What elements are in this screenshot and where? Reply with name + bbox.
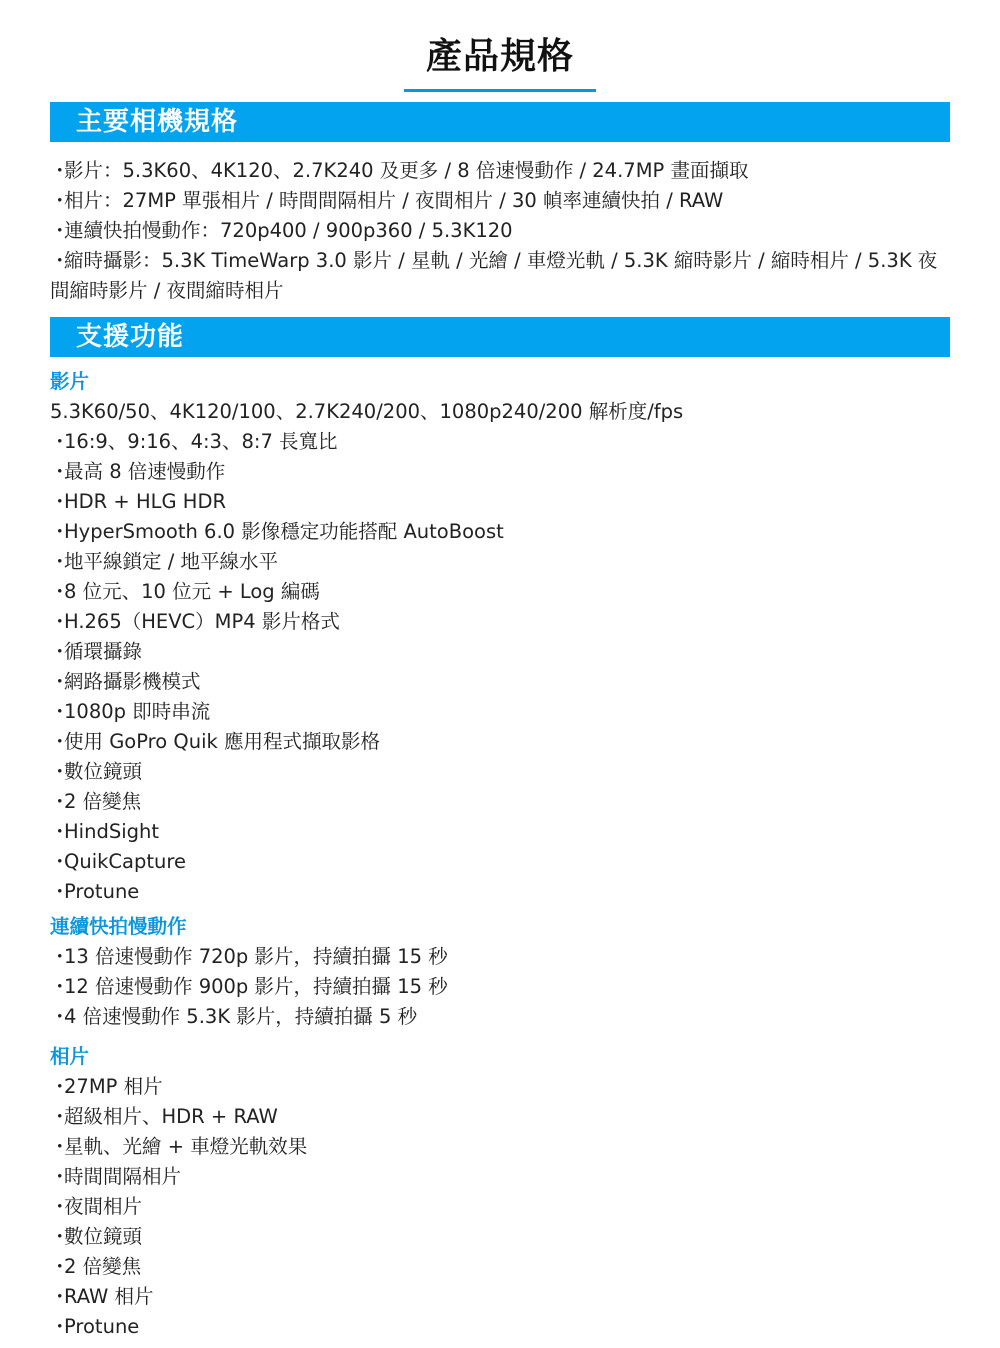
bullet: ・ bbox=[50, 580, 70, 603]
video-features bbox=[50, 367, 950, 907]
bullet: ・ bbox=[50, 550, 70, 573]
photo-item-text: 夜間相片 bbox=[64, 1195, 143, 1218]
video-item bbox=[50, 427, 950, 457]
burst-slomo-item bbox=[50, 942, 950, 972]
photo-item bbox=[50, 1222, 950, 1252]
photo-item bbox=[50, 1132, 950, 1162]
video-item bbox=[50, 757, 950, 787]
burst-slomo-text: 13 倍速慢動作 720p 影片，持續拍攝 15 秒 bbox=[64, 945, 448, 968]
video-item bbox=[50, 637, 950, 667]
video-item bbox=[50, 457, 950, 487]
burst-slomo-features bbox=[50, 912, 950, 1032]
video-item bbox=[50, 517, 950, 547]
video-item-text: 網路攝影機模式 bbox=[64, 670, 201, 693]
video-subheading: 影片 bbox=[50, 370, 90, 393]
video-item bbox=[50, 577, 950, 607]
photo-item-text: 星軌、光繪 + 車燈光軌效果 bbox=[64, 1135, 308, 1158]
bullet: ・ bbox=[50, 1135, 70, 1158]
bullet: ・ bbox=[50, 1105, 70, 1128]
video-item bbox=[50, 667, 950, 697]
bullet: ・ bbox=[50, 730, 70, 753]
video-item bbox=[50, 607, 950, 637]
photo-subheading: 相片 bbox=[50, 1045, 90, 1068]
bullet: ・ bbox=[50, 1225, 70, 1248]
video-item-text: QuikCapture bbox=[64, 850, 186, 873]
video-item bbox=[50, 787, 950, 817]
photo-item bbox=[50, 1102, 950, 1132]
bullet: ・ bbox=[50, 760, 70, 783]
video-item-text: 循環攝錄 bbox=[64, 640, 143, 663]
bullet: ・ bbox=[50, 975, 70, 998]
burst-slomo-item bbox=[50, 1002, 950, 1032]
bullet: ・ bbox=[50, 1285, 70, 1308]
main-spec-text: 相片：27MP 單張相片 / 時間間隔相片 / 夜間相片 / 30 幀率連續快拍 / RAW bbox=[64, 189, 724, 212]
main-spec-item bbox=[50, 186, 950, 216]
bullet: ・ bbox=[50, 189, 70, 212]
bullet: ・ bbox=[50, 159, 70, 182]
bullet: ・ bbox=[50, 1005, 70, 1028]
video-item-text: HDR + HLG HDR bbox=[64, 490, 227, 513]
bullet: ・ bbox=[50, 790, 70, 813]
burst-slomo-text: 12 倍速慢動作 900p 影片，持續拍攝 15 秒 bbox=[64, 975, 448, 998]
bullet: ・ bbox=[50, 249, 70, 272]
video-item bbox=[50, 847, 950, 877]
main-spec-text: 縮時攝影：5.3K TimeWarp 3.0 影片 / 星軌 / 光繪 / 車燈光軌 / 5.3K 縮時影片 / 縮時相片 / 5.3K 夜間縮時影片 / 夜間縮時相片 bbox=[50, 249, 938, 302]
photo-item-text: 超級相片、HDR + RAW bbox=[64, 1105, 278, 1128]
photo-item bbox=[50, 1162, 950, 1192]
video-item-text: 使用 GoPro Quik 應用程式擷取影格 bbox=[64, 730, 380, 753]
photo-item bbox=[50, 1282, 950, 1312]
main-spec-item bbox=[50, 156, 950, 186]
video-item-text: 地平線鎖定 / 地平線水平 bbox=[64, 550, 278, 573]
video-item bbox=[50, 727, 950, 757]
bullet: ・ bbox=[50, 1195, 70, 1218]
video-item bbox=[50, 697, 950, 727]
video-item bbox=[50, 817, 950, 847]
bullet: ・ bbox=[50, 520, 70, 543]
video-item-text: 1080p 即時串流 bbox=[64, 700, 211, 723]
page-title: 產品規格 bbox=[404, 28, 596, 92]
video-item-text: H.265（HEVC）MP4 影片格式 bbox=[64, 610, 340, 633]
burst-slomo-text: 4 倍速慢動作 5.3K 影片，持續拍攝 5 秒 bbox=[64, 1005, 418, 1028]
main-spec-text: 連續快拍慢動作：720p400 / 900p360 / 5.3K120 bbox=[64, 219, 513, 242]
burst-slomo-item bbox=[50, 972, 950, 1002]
main-spec-text: 影片：5.3K60、4K120、2.7K240 及更多 / 8 倍速慢動作 / 24.7MP 畫面擷取 bbox=[64, 159, 749, 182]
bullet: ・ bbox=[50, 490, 70, 513]
video-intro: 5.3K60/50、4K120/100、2.7K240/200、1080p240/200 解析度/fps bbox=[50, 400, 684, 423]
photo-item-text: 2 倍變焦 bbox=[64, 1255, 142, 1278]
bullet: ・ bbox=[50, 430, 70, 453]
bullet: ・ bbox=[50, 945, 70, 968]
video-item-text: 16:9、9:16、4:3、8:7 長寬比 bbox=[64, 430, 338, 453]
bullet: ・ bbox=[50, 1165, 70, 1188]
photo-item bbox=[50, 1312, 950, 1342]
main-spec-item bbox=[50, 246, 950, 306]
video-item-text: HindSight bbox=[64, 820, 159, 843]
photo-item-text: RAW 相片 bbox=[64, 1285, 154, 1308]
bullet: ・ bbox=[50, 640, 70, 663]
video-item-text: 2 倍變焦 bbox=[64, 790, 142, 813]
main-specs-list bbox=[50, 156, 950, 306]
photo-features bbox=[50, 1042, 950, 1342]
bullet: ・ bbox=[50, 700, 70, 723]
photo-item bbox=[50, 1072, 950, 1102]
support-heading: 支援功能 bbox=[50, 317, 950, 357]
bullet: ・ bbox=[50, 610, 70, 633]
video-item-text: Protune bbox=[64, 880, 140, 903]
photo-item-text: 數位鏡頭 bbox=[64, 1225, 143, 1248]
photo-item-text: 27MP 相片 bbox=[64, 1075, 163, 1098]
bullet: ・ bbox=[50, 460, 70, 483]
main-spec-item bbox=[50, 216, 950, 246]
photo-item-text: Protune bbox=[64, 1315, 140, 1338]
bullet: ・ bbox=[50, 880, 70, 903]
video-item-text: HyperSmooth 6.0 影像穩定功能搭配 AutoBoost bbox=[64, 520, 504, 543]
video-item bbox=[50, 547, 950, 577]
bullet: ・ bbox=[50, 820, 70, 843]
photo-item bbox=[50, 1252, 950, 1282]
bullet: ・ bbox=[50, 1255, 70, 1278]
photo-item-text: 時間間隔相片 bbox=[64, 1165, 182, 1188]
bullet: ・ bbox=[50, 219, 70, 242]
main-specs-heading: 主要相機規格 bbox=[50, 102, 950, 142]
video-item-text: 8 位元、10 位元 + Log 編碼 bbox=[64, 580, 320, 603]
video-item bbox=[50, 877, 950, 907]
video-item-text: 數位鏡頭 bbox=[64, 760, 143, 783]
bullet: ・ bbox=[50, 670, 70, 693]
video-item bbox=[50, 487, 950, 517]
bullet: ・ bbox=[50, 850, 70, 873]
burst-slomo-subheading: 連續快拍慢動作 bbox=[50, 915, 187, 938]
title-wrap bbox=[0, 28, 1000, 92]
photo-item bbox=[50, 1192, 950, 1222]
bullet: ・ bbox=[50, 1315, 70, 1338]
video-item-text: 最高 8 倍速慢動作 bbox=[64, 460, 226, 483]
bullet: ・ bbox=[50, 1075, 70, 1098]
